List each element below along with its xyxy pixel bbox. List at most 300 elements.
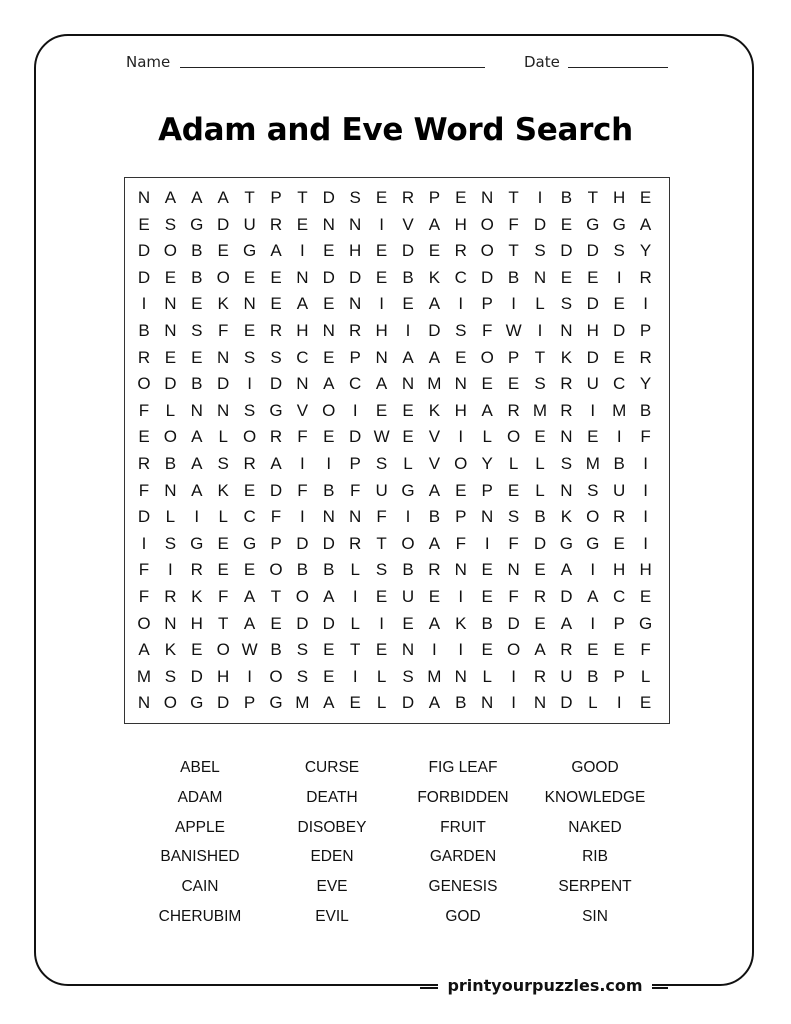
- grid-letter: E: [587, 427, 599, 447]
- grid-letter: E: [217, 241, 229, 261]
- grid-letter: K: [217, 480, 229, 500]
- word-list-item: CAIN: [181, 878, 219, 896]
- grid-letter: L: [482, 666, 492, 686]
- grid-letter: I: [194, 507, 200, 527]
- grid-letter: O: [216, 267, 230, 287]
- grid-letter: N: [481, 693, 494, 713]
- grid-letter: B: [481, 613, 493, 633]
- grid-letter: P: [481, 294, 493, 314]
- grid-letter: R: [507, 400, 520, 420]
- grid-letter: E: [323, 640, 335, 660]
- word-list-item: SERPENT: [558, 878, 632, 896]
- grid-letter: U: [243, 214, 256, 234]
- grid-letter: B: [507, 267, 520, 287]
- grid-letter: I: [484, 533, 490, 553]
- grid-letter: K: [164, 640, 177, 660]
- grid-letter: A: [560, 613, 573, 633]
- grid-letter: N: [190, 400, 203, 420]
- grid-letter: E: [560, 214, 573, 234]
- grid-letter: Y: [639, 374, 652, 394]
- grid-letter: O: [454, 454, 468, 473]
- grid-letter: V: [428, 454, 441, 473]
- grid-letter: L: [588, 693, 598, 713]
- word-list-item: GOOD: [571, 759, 619, 776]
- word-list-item: FORBIDDEN: [417, 788, 509, 806]
- grid-letter: E: [639, 693, 652, 713]
- grid-letter: B: [455, 693, 467, 713]
- grid-row: [125, 238, 669, 264]
- grid-letter: A: [138, 640, 150, 660]
- word-list-item: APPLE: [175, 818, 225, 836]
- grid-letter: R: [639, 347, 652, 367]
- grid-letter: D: [322, 267, 335, 287]
- grid-letter: P: [639, 321, 652, 340]
- grid-letter: N: [322, 507, 335, 527]
- grid-letter: E: [507, 374, 520, 394]
- grid-row: [125, 424, 669, 450]
- grid-letter: P: [455, 507, 467, 527]
- grid-letter: L: [350, 560, 360, 580]
- grid-letter: N: [401, 640, 415, 660]
- grid-letter: A: [402, 347, 414, 367]
- grid-letter: E: [481, 560, 493, 580]
- grid-letter: C: [349, 374, 362, 394]
- grid-letter: E: [481, 640, 493, 660]
- grid-letter: E: [613, 640, 625, 660]
- grid-letter: D: [349, 427, 362, 447]
- grid-letter: F: [138, 400, 150, 420]
- grid-letter: P: [613, 666, 625, 686]
- grid-letter: I: [458, 427, 464, 447]
- grid-row: [125, 451, 669, 477]
- grid-letter: E: [138, 214, 150, 234]
- grid-letter: E: [243, 480, 256, 500]
- grid-letter: G: [242, 241, 257, 261]
- grid-letter: A: [428, 533, 441, 553]
- grid-letter: T: [297, 188, 308, 207]
- grid-letter: I: [352, 587, 358, 606]
- grid-letter: B: [402, 267, 414, 287]
- grid-letter: A: [428, 693, 441, 713]
- grid-letter: S: [534, 241, 546, 261]
- grid-letter: N: [560, 321, 573, 340]
- grid-letter: N: [560, 427, 573, 447]
- grid-letter: M: [136, 666, 152, 686]
- grid-row: [125, 371, 669, 397]
- grid-letter: I: [511, 693, 516, 713]
- grid-letter: I: [590, 400, 596, 420]
- grid-letter: E: [534, 427, 546, 447]
- grid-letter: K: [455, 613, 467, 633]
- grid-letter: D: [269, 374, 283, 394]
- word-list-item: RIB: [582, 848, 608, 866]
- grid-letter: N: [164, 294, 177, 314]
- grid-letter: D: [560, 693, 573, 713]
- grid-letter: I: [352, 400, 358, 420]
- grid-letter: S: [507, 507, 520, 527]
- grid-letter: E: [217, 560, 229, 580]
- grid-letter: F: [508, 533, 519, 553]
- grid-letter: D: [401, 693, 415, 713]
- grid-letter: E: [507, 480, 520, 500]
- grid-letter: H: [217, 666, 230, 686]
- grid-letter: S: [560, 454, 573, 473]
- grid-letter: S: [455, 321, 467, 340]
- grid-letter: H: [190, 613, 203, 633]
- grid-letter: E: [164, 267, 177, 287]
- grid-letter: N: [533, 693, 547, 713]
- grid-letter: A: [191, 480, 203, 500]
- grid-letter: A: [428, 347, 441, 367]
- grid-letter: E: [375, 188, 388, 207]
- grid-letter: H: [613, 560, 626, 580]
- grid-letter: O: [242, 427, 257, 447]
- grid-letter: H: [639, 560, 652, 580]
- grid-letter: R: [269, 321, 283, 340]
- grid-letter: D: [401, 241, 415, 261]
- grid-letter: C: [613, 587, 626, 606]
- grid-letter: P: [507, 347, 520, 367]
- grid-letter: P: [613, 613, 625, 633]
- grid-letter: E: [138, 427, 150, 447]
- page-title: Adam and Eve Word Search: [158, 112, 633, 148]
- grid-letter: E: [323, 347, 335, 367]
- grid-letter: N: [560, 480, 573, 500]
- grid-letter: K: [560, 347, 573, 367]
- grid-letter: V: [296, 400, 309, 420]
- grid-letter: D: [296, 613, 309, 633]
- grid-letter: B: [402, 560, 414, 580]
- grid-letter: U: [375, 480, 388, 500]
- grid-letter: R: [639, 267, 652, 287]
- grid-letter: A: [428, 613, 441, 633]
- grid-letter: R: [560, 400, 573, 420]
- grid-letter: S: [613, 241, 625, 261]
- grid-letter: L: [218, 427, 228, 447]
- grid-letter: N: [401, 374, 415, 394]
- grid-letter: D: [586, 294, 599, 314]
- grid-letter: E: [560, 267, 573, 287]
- grid-row: [125, 265, 669, 291]
- word-list-item: EVE: [316, 878, 348, 896]
- grid-letter: L: [218, 507, 228, 527]
- grid-letter: L: [535, 454, 545, 473]
- grid-letter: F: [138, 480, 150, 500]
- grid-letter: K: [560, 507, 573, 527]
- grid-letter: O: [163, 693, 177, 713]
- grid-letter: G: [190, 693, 204, 713]
- grid-letter: E: [402, 400, 414, 420]
- grid-letter: N: [507, 560, 520, 580]
- word-list-item: CURSE: [304, 759, 360, 776]
- grid-letter: S: [217, 454, 229, 473]
- grid-letter: W: [505, 321, 522, 340]
- grid-letter: V: [402, 214, 414, 234]
- grid-letter: D: [560, 241, 573, 261]
- grid-letter: R: [533, 587, 547, 606]
- grid-letter: N: [322, 321, 335, 340]
- grid-letter: D: [322, 533, 335, 553]
- grid-letter: N: [375, 347, 388, 367]
- grid-letter: S: [534, 374, 546, 394]
- grid-letter: F: [138, 560, 150, 580]
- grid-letter: F: [455, 533, 466, 553]
- grid-letter: B: [587, 666, 599, 686]
- grid-letter: G: [269, 400, 283, 420]
- grid-letter: I: [458, 640, 464, 660]
- word-list-item: DEATH: [306, 788, 358, 806]
- grid-letter: L: [535, 480, 545, 500]
- grid-letter: H: [375, 321, 388, 340]
- word-list-item: DISOBEY: [297, 818, 367, 836]
- grid-letter: I: [643, 454, 648, 473]
- word-list-item: GARDEN: [429, 848, 497, 866]
- grid-letter: E: [375, 587, 388, 606]
- grid-row: [125, 318, 669, 344]
- grid-letter: I: [643, 507, 648, 527]
- grid-letter: B: [639, 400, 652, 420]
- grid-letter: D: [349, 267, 362, 287]
- grid-letter: O: [269, 666, 283, 686]
- grid-letter: O: [163, 241, 177, 261]
- footer-rule-right: [652, 987, 668, 989]
- grid-letter: P: [243, 693, 256, 713]
- grid-letter: O: [506, 640, 521, 660]
- grid-letter: U: [401, 587, 415, 606]
- word-search-grid: [124, 177, 670, 724]
- grid-letter: P: [270, 188, 282, 207]
- word-list-item: BANISHED: [160, 848, 240, 866]
- grid-letter: G: [586, 214, 600, 234]
- grid-letter: I: [247, 374, 252, 394]
- footer-rule-left: [420, 987, 438, 989]
- grid-letter: P: [481, 480, 493, 500]
- grid-letter: I: [326, 454, 332, 473]
- grid-letter: S: [191, 321, 203, 340]
- date-field-line: [568, 67, 668, 68]
- grid-letter: A: [560, 560, 573, 580]
- grid-letter: V: [428, 427, 441, 447]
- grid-letter: E: [613, 533, 625, 553]
- grid-letter: N: [164, 613, 177, 633]
- grid-letter: L: [508, 454, 519, 473]
- grid-letter: I: [590, 560, 596, 580]
- grid-letter: L: [640, 666, 651, 686]
- grid-letter: A: [296, 294, 309, 314]
- grid-letter: B: [191, 374, 203, 394]
- grid-letter: I: [379, 214, 384, 234]
- grid-letter: B: [534, 507, 546, 527]
- grid-letter: N: [137, 693, 151, 713]
- footer-website: printyourpuzzles.com: [447, 976, 643, 995]
- grid-letter: D: [137, 241, 151, 261]
- grid-letter: R: [401, 188, 415, 207]
- grid-letter: C: [243, 507, 256, 527]
- grid-letter: C: [454, 267, 467, 287]
- grid-letter: L: [350, 613, 360, 633]
- grid-letter: I: [300, 454, 305, 473]
- word-list-item: EDEN: [310, 848, 354, 866]
- grid-letter: G: [401, 480, 415, 500]
- grid-letter: G: [242, 533, 257, 553]
- grid-letter: B: [323, 560, 335, 580]
- word-list-item: GENESIS: [428, 878, 498, 896]
- grid-letter: D: [137, 507, 151, 527]
- grid-letter: O: [137, 374, 151, 394]
- grid-letter: F: [508, 214, 519, 234]
- grid-letter: A: [191, 427, 203, 447]
- grid-letter: N: [243, 294, 256, 314]
- grid-letter: T: [270, 587, 282, 606]
- grid-letter: A: [428, 294, 441, 314]
- grid-letter: D: [613, 321, 626, 340]
- name-field-line: [180, 67, 485, 68]
- grid-letter: E: [587, 267, 599, 287]
- grid-letter: C: [296, 347, 309, 367]
- grid-letter: S: [270, 347, 282, 367]
- grid-letter: D: [217, 374, 230, 394]
- grid-letter: I: [511, 294, 516, 314]
- grid-letter: E: [534, 613, 546, 633]
- grid-letter: N: [217, 347, 230, 367]
- grid-letter: E: [428, 241, 441, 261]
- grid-letter: I: [537, 188, 543, 207]
- grid-letter: E: [613, 347, 625, 367]
- grid-letter: I: [616, 267, 622, 287]
- grid-letter: F: [217, 587, 229, 606]
- grid-letter: T: [217, 613, 229, 633]
- grid-letter: O: [586, 507, 600, 527]
- grid-letter: I: [379, 294, 384, 314]
- grid-letter: I: [616, 427, 622, 447]
- grid-letter: E: [428, 587, 441, 606]
- grid-letter: I: [379, 613, 384, 633]
- grid-letter: E: [270, 294, 282, 314]
- grid-letter: B: [428, 507, 441, 527]
- grid-letter: H: [613, 188, 626, 207]
- grid-letter: E: [534, 560, 546, 580]
- grid-letter: H: [296, 321, 309, 340]
- grid-letter: F: [270, 507, 282, 527]
- grid-row: [125, 637, 669, 663]
- grid-letter: F: [297, 427, 308, 447]
- grid-letter: R: [190, 560, 203, 580]
- grid-letter: T: [587, 188, 598, 207]
- grid-letter: T: [508, 188, 519, 207]
- grid-letter: R: [137, 454, 151, 473]
- grid-letter: N: [217, 400, 230, 420]
- grid-letter: D: [217, 214, 230, 234]
- grid-row: [125, 212, 669, 238]
- grid-letter: S: [375, 454, 388, 473]
- grid-letter: S: [164, 666, 177, 686]
- grid-letter: M: [532, 400, 548, 420]
- grid-letter: A: [587, 587, 599, 606]
- grid-letter: D: [269, 480, 283, 500]
- grid-letter: S: [243, 400, 256, 420]
- grid-letter: N: [454, 666, 467, 686]
- grid-letter: O: [295, 587, 309, 606]
- grid-letter: E: [349, 693, 361, 713]
- grid-letter: R: [560, 374, 573, 394]
- grid-letter: A: [191, 188, 203, 207]
- grid-letter: L: [403, 454, 413, 473]
- grid-letter: R: [164, 587, 177, 606]
- grid-letter: N: [164, 480, 177, 500]
- grid-letter: E: [323, 241, 335, 261]
- grid-letter: R: [560, 640, 573, 660]
- grid-letter: A: [323, 374, 335, 394]
- grid-letter: I: [405, 321, 411, 340]
- grid-letter: I: [537, 321, 543, 340]
- grid-letter: I: [405, 507, 411, 527]
- grid-letter: D: [190, 666, 203, 686]
- grid-letter: A: [481, 400, 493, 420]
- grid-letter: N: [296, 267, 309, 287]
- grid-letter: R: [349, 533, 362, 553]
- grid-letter: N: [322, 214, 335, 234]
- grid-letter: E: [270, 267, 282, 287]
- grid-letter: E: [323, 427, 335, 447]
- grid-letter: E: [323, 666, 335, 686]
- word-list-item: CHERUBIM: [158, 908, 242, 925]
- grid-row: [125, 504, 669, 530]
- grid-letter: E: [375, 400, 388, 420]
- grid-letter: E: [587, 640, 599, 660]
- grid-letter: N: [349, 507, 362, 527]
- word-list-item: EVIL: [315, 908, 349, 925]
- grid-letter: E: [323, 294, 335, 314]
- grid-letter: G: [638, 613, 653, 633]
- grid-letter: H: [454, 214, 467, 234]
- grid-letter: H: [454, 400, 467, 420]
- grid-letter: T: [349, 640, 361, 660]
- grid-letter: N: [137, 188, 151, 207]
- date-label: Date: [524, 53, 560, 71]
- grid-letter: D: [137, 267, 151, 287]
- grid-letter: Y: [639, 241, 652, 261]
- grid-letter: G: [190, 533, 204, 553]
- grid-letter: B: [191, 241, 203, 261]
- grid-letter: E: [402, 613, 414, 633]
- grid-letter: L: [165, 507, 176, 527]
- grid-letter: E: [481, 374, 493, 394]
- grid-letter: F: [138, 587, 150, 606]
- grid-letter: R: [349, 321, 362, 340]
- grid-letter: E: [375, 241, 388, 261]
- grid-letter: U: [613, 480, 626, 500]
- grid-letter: E: [639, 188, 652, 207]
- grid-letter: E: [481, 587, 493, 606]
- grid-letter: R: [269, 427, 283, 447]
- grid-letter: N: [481, 507, 494, 527]
- grid-letter: E: [402, 294, 414, 314]
- grid-letter: K: [191, 587, 203, 606]
- grid-letter: D: [481, 267, 494, 287]
- grid-letter: T: [534, 347, 546, 367]
- grid-letter: I: [300, 507, 305, 527]
- grid-letter: D: [533, 533, 547, 553]
- grid-letter: A: [191, 454, 203, 473]
- grid-letter: E: [402, 427, 414, 447]
- grid-letter: N: [481, 188, 494, 207]
- grid-letter: O: [269, 560, 283, 580]
- grid-letter: M: [295, 693, 310, 713]
- grid-letter: H: [586, 321, 599, 340]
- word-list-item: ADAM: [177, 788, 223, 806]
- grid-letter: N: [349, 294, 362, 314]
- grid-letter: O: [480, 214, 494, 234]
